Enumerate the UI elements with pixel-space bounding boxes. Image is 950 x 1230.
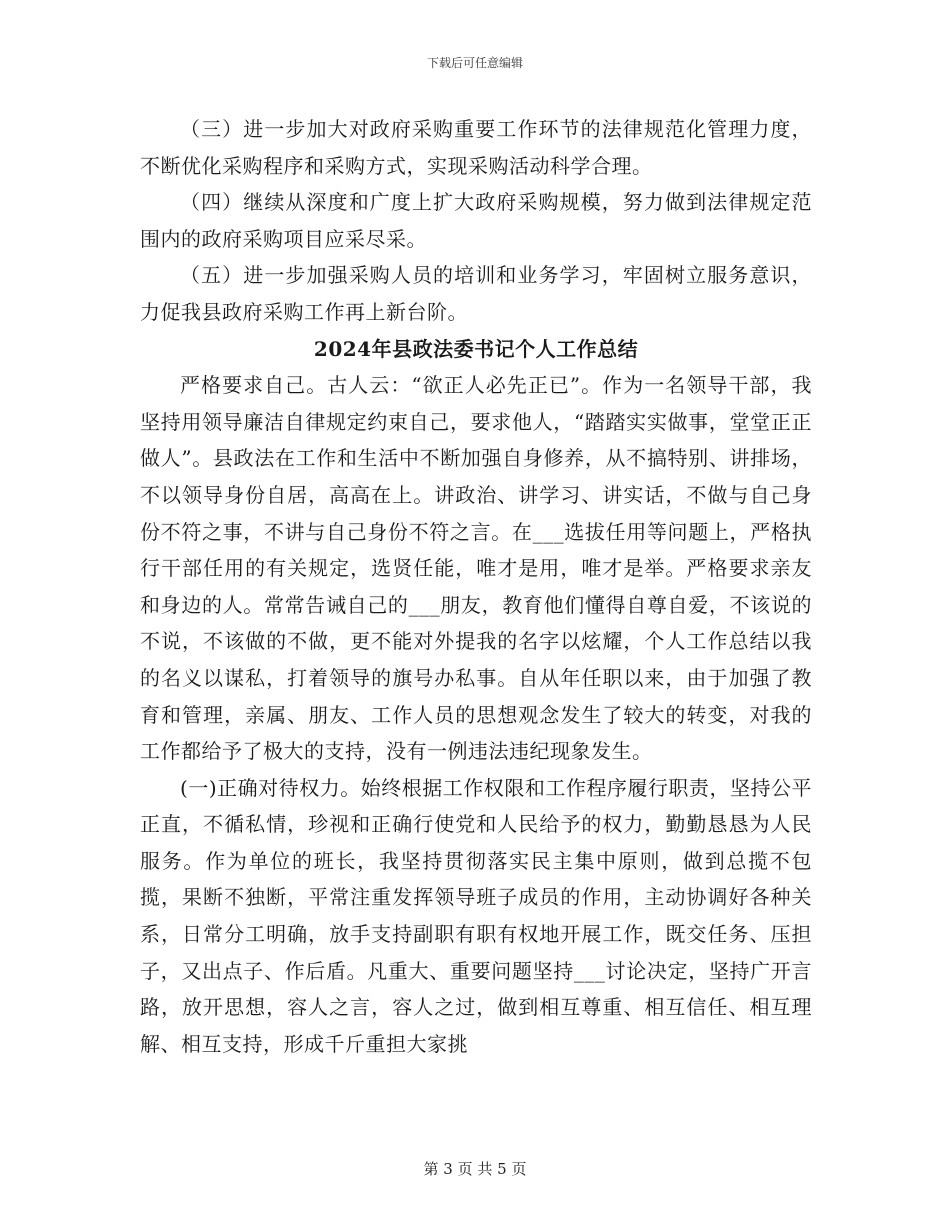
paragraph-self-discipline: 严格要求自己。古人云：“欲正人必先正已”。作为一名领导干部，我坚持用领导廉洁自律规定约束自己，要求他人，“踏踏实实做事，堂堂正正做人”。县政法在工作和生活中不断加强自身修养，从不搞特别、讲排场，不以领导身份自居，高高在上。讲政治、讲学习、讲实话，不做与自己身份不符之事，不讲与自己身份不符之言。在___选拔任用等问题上，严格执行干部任用的有关规定，选贤任能，唯才是用，唯才是举。严格要求亲友和身边的人。常常告诫自己的___朋友，教育他们懂得自尊自爱，不该说的不说，不该做的不做，更不能对外提我的名字以炫耀，个人工作总结以我的名义以谋私，打着领导的旗号办私事。自从年任职以来，由于加强了教育和管理，亲属、朋友、工作人员的思想观念发生了较大的转变，对我的工作都给予了极大的支持，没有一例违法违纪现象发生。 — [140, 373, 812, 764]
document-title: 2024年县政法委书记个人工作总结 — [313, 336, 639, 361]
paragraph-4: （四）继续从深度和广度上扩大政府采购规模，努力做到法律规定范围内的政府采购项目应采尽采。 — [140, 190, 812, 251]
paragraph-5: （五）进一步加强采购人员的培训和业务学习，牢固树立服务意识，力促我县政府采购工作再上新台阶。 — [140, 263, 812, 324]
paragraph-power: (一)正确对待权力。始终根据工作权限和工作程序履行职责，坚持公平正直，不循私情，珍视和正确行使党和人民给予的权力，勤勤恳恳为人民服务。作为单位的班长，我坚持贯彻落实民主集中原则，做到总揽不包揽，果断不独断，平常注重发挥领导班子成员的作用，主动协调好各种关系，日常分工明确，放手支持副职有职有权地开展工作，既交任务、压担子，又出点子、作后盾。凡重大、重要问题坚持___讨论决定，坚持广开言路，放开思想，容人之言，容人之过，做到相互尊重、相互信任、相互理解、相互支持，形成千斤重担大家挑 — [140, 775, 812, 1056]
page-footer: 第 3 页 共 5 页 — [423, 1160, 527, 1178]
page-header: 下载后可任意编辑 — [426, 56, 523, 70]
paragraph-3: （三）进一步加大对政府采购重要工作环节的法律规范化管理力度，不断优化采购程序和采购方式，实现采购活动科学合理。 — [140, 117, 812, 178]
document-body — [140, 111, 812, 1062]
